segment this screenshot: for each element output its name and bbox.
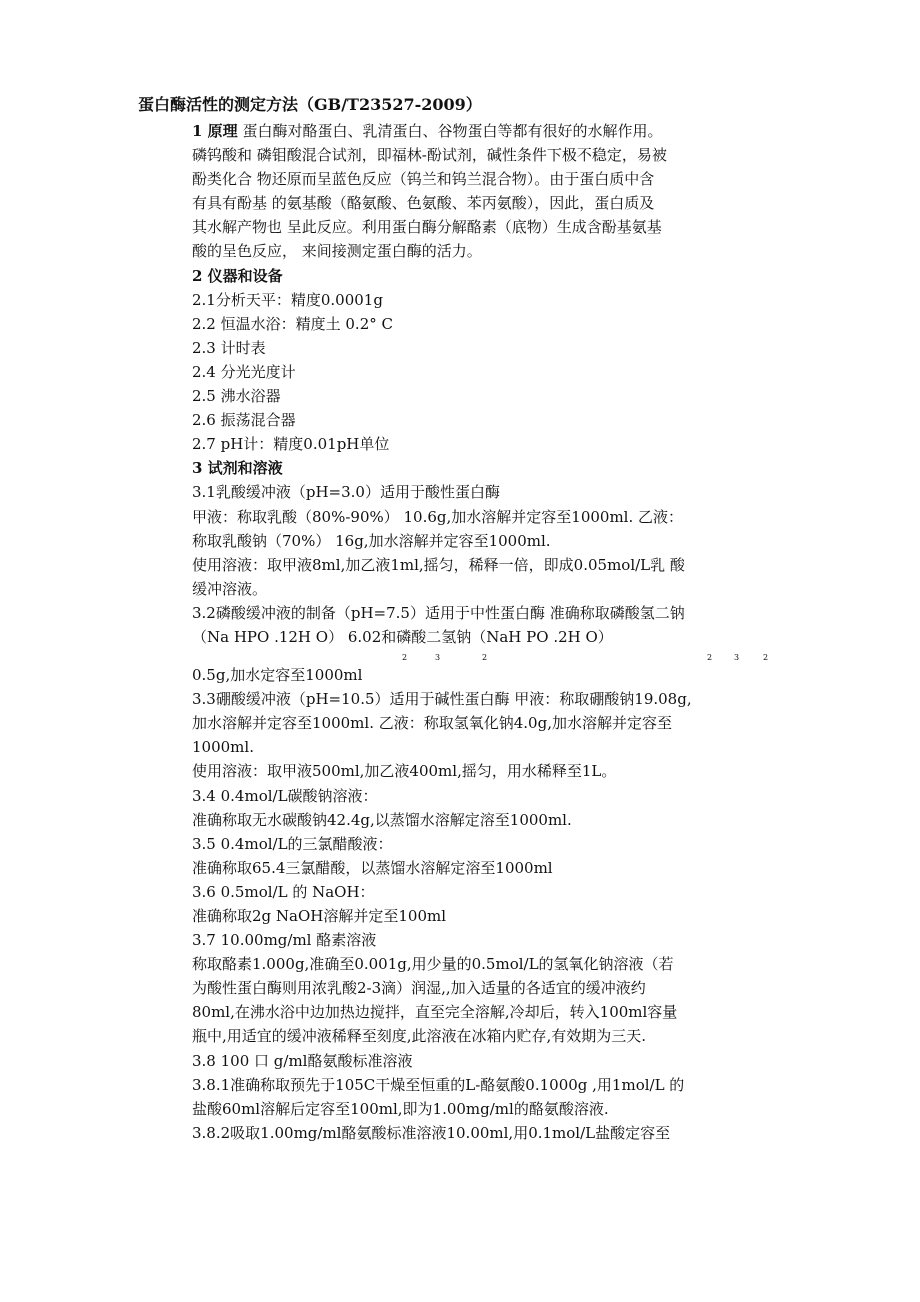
reagent-line: 0.5g,加水定容至1000ml [192, 666, 363, 685]
paragraph-line: 其水解产物也 呈此反应。利用蛋白酶分解酪素（底物）生成含酚基氨基 [192, 218, 662, 237]
equipment-item: 2.1分析天平：精度0.0001g [192, 290, 383, 309]
subscript: 3 [435, 653, 441, 663]
section1-line [192, 119, 792, 143]
reagent-line: 加水溶解并定容至1000ml. 乙液：称取氢氧化钠4.0g,加水溶解并定容至 [192, 714, 672, 733]
paragraph-line: 酸的呈色反应， 来间接测定蛋白酶的活力。 [192, 242, 482, 261]
paragraph-line: 磷钨酸和 磷钼酸混合试剂，即福林-酚试剂，碱性条件下极不稳定，易被 [192, 146, 667, 165]
document-body [192, 119, 792, 1145]
reagent-line: 3.6 0.5mol/L 的 NaOH： [192, 882, 375, 901]
reagent-line: 准确称取无水碳酸钠42.4g,以蒸馏水溶解定溶至1000ml. [192, 810, 572, 829]
equipment-item: 2.3 计时表 [192, 338, 266, 357]
reagent-line: 3.8.2吸取1.00mg/ml酪氨酸标准溶液10.00ml,用0.1mol/L盐酸定容至 [192, 1123, 671, 1142]
reagent-line: 使用溶液：取甲液8ml,加乙液1ml,摇匀，稀释一倍，即成0.05mol/L乳 酸 [192, 555, 685, 574]
section1-heading: 1 原理 [192, 122, 238, 140]
reagent-line: 为酸性蛋白酶则用浓乳酸2-3滴）润湿,,加入适量的各适宜的缓冲液约 [192, 979, 646, 998]
reagent-line: 称取乳酸钠（70%） 16g,加水溶解并定容至1000ml. [192, 531, 551, 550]
section3-heading: 3 试剂和溶液 [192, 459, 283, 478]
reagent-line: 准确称取2g NaOH溶解并定至100ml [192, 907, 447, 925]
subscript: 3 [734, 653, 740, 663]
reagent-line: 3.2磷酸缓冲液的制备（pH=7.5）适用于中性蛋白酶 准确称取磷酸氢二钠 [192, 603, 685, 622]
paragraph-line: 有具有酚基 的氨基酸（酪氨酸、色氨酸、苯丙氨酸），因此，蛋白质及 [192, 194, 655, 213]
equipment-item: 2.6 振荡混合器 [192, 411, 296, 430]
reagent-line: 缓冲溶液。 [192, 579, 268, 598]
reagent-line: 使用溶液：取甲液500ml,加乙液400ml,摇匀，用水稀释至1L。 [192, 762, 617, 781]
subscript: 2 [402, 653, 408, 663]
equipment-item: 2.4 分光光度计 [192, 362, 296, 381]
reagent-line: 3.8 100 口 g/ml酪氨酸标准溶液 [192, 1051, 413, 1070]
reagent-line: 盐酸60ml溶解后定容至100ml,即为1.00mg/ml的酪氨酸溶液. [192, 1099, 609, 1118]
equipment-item: 2.2 恒温水浴：精度土 0.2° C [192, 314, 393, 333]
reagent-line: 80ml,在沸水浴中边加热边搅拌，直至完全溶解,冷却后，转入100ml容量 [192, 1003, 678, 1022]
reagent-line: 准确称取65.4三氯醋酸，以蒸馏水溶解定溶至1000ml [192, 858, 553, 877]
reagent-line: 1000ml. [192, 738, 254, 757]
subscript: 2 [707, 653, 713, 663]
subscript: 2 [763, 653, 769, 663]
reagent-line: （Na HPO .12H O） 6.02和磷酸二氢钠（NaH PO .2H O） [192, 627, 613, 646]
equipment-item: 2.7 pH计：精度0.01pH单位 [192, 435, 390, 454]
document-title: 蛋白酶活性的测定方法（GB/T23527-2009） [138, 95, 482, 114]
subscript: 2 [482, 653, 488, 663]
reagent-line: 称取酪素1.000g,准确至0.001g,用少量的0.5mol/L的氢氧化钠溶液（若 [192, 955, 674, 974]
reagent-line: 瓶中,用适宜的缓冲液稀释至刻度,此溶液在冰箱内贮存,有效期为三天. [192, 1027, 647, 1046]
reagent-line: 甲液：称取乳酸（80%-90%） 10.6g,加水溶解并定容至1000ml. 乙液： [192, 507, 684, 526]
reagent-line: 3.7 10.00mg/ml 酪素溶液 [192, 931, 377, 950]
reagent-line: 3.1乳酸缓冲液（pH=3.0）适用于酸性蛋白酶 [192, 483, 500, 502]
subscript-row [192, 649, 792, 663]
section1-text: 蛋白酶对酪蛋白、乳清蛋白、谷物蛋白等都有很好的水解作用。 [242, 122, 663, 140]
paragraph-line: 酚类化合 物还原而呈蓝色反应（钨兰和钨兰混合物）。由于蛋白质中含 [192, 170, 655, 189]
reagent-line: 3.4 0.4mol/L碳酸钠溶液： [192, 786, 378, 805]
section2-heading: 2 仪器和设备 [192, 266, 283, 285]
equipment-item: 2.5 沸水浴器 [192, 387, 281, 406]
reagent-line: 3.8.1准确称取预先于105C干燥至恒重的L-酪氨酸0.1000g ,用1mol/L 的 [192, 1075, 685, 1094]
reagent-line: 3.5 0.4mol/L的三氯醋酸液： [192, 834, 393, 853]
reagent-line: 3.3硼酸缓冲液（pH=10.5）适用于碱性蛋白酶 甲液：称取硼酸钠19.08g, [192, 690, 692, 709]
